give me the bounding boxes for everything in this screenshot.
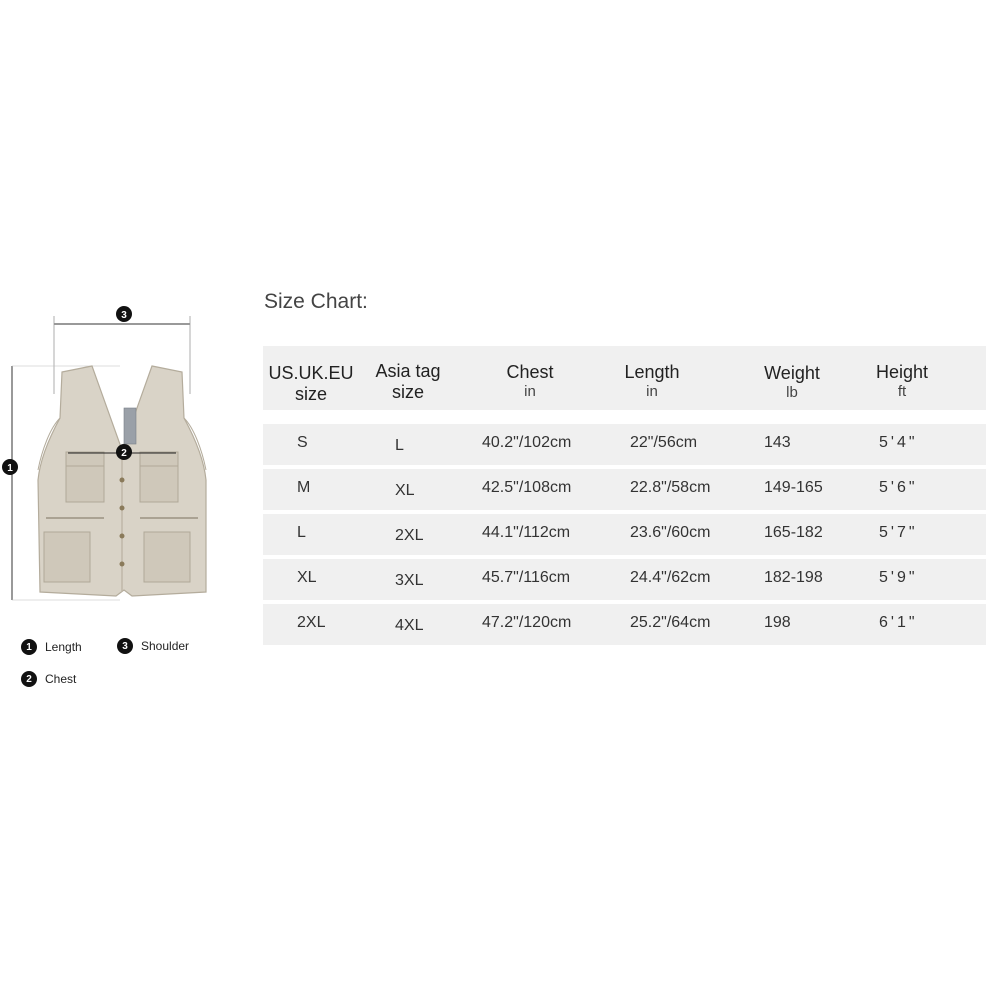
legend-shoulder (117, 638, 189, 654)
header-weight: Weight lb (764, 363, 820, 401)
cell-length: 24.4"/62cm (630, 569, 711, 586)
cell-length: 22"/56cm (630, 434, 698, 451)
cell-height: 6'1" (879, 614, 918, 631)
cell-chest: 44.1"/112cm (482, 524, 571, 541)
cell-length: 25.2"/64cm (630, 614, 711, 631)
table-header-row (263, 346, 986, 410)
header-asia-size: Asia tag size (375, 361, 441, 402)
cell-asia-size: 2XL (395, 527, 424, 544)
legend-label: Length (45, 640, 82, 654)
cell-weight: 149-165 (764, 479, 823, 496)
cell-us-size: L (297, 524, 306, 541)
cell-height: 5'7" (879, 524, 918, 541)
cell-length: 23.6"/60cm (630, 524, 711, 541)
legend-length (21, 639, 82, 655)
cell-us-size: XL (297, 569, 317, 586)
legend-label: Shoulder (141, 639, 190, 653)
legend-label: Chest (45, 672, 77, 686)
cell-chest: 42.5"/108cm (482, 479, 572, 496)
cell-height: 5'4" (879, 434, 918, 451)
size-chart-title: Size Chart: (264, 290, 368, 313)
table-row (263, 559, 986, 600)
size-table (263, 346, 986, 634)
cell-asia-size: L (395, 437, 404, 454)
cell-weight: 198 (764, 614, 791, 631)
cell-asia-size: 4XL (395, 617, 424, 634)
cell-weight: 165-182 (764, 524, 823, 541)
header-us-size: US.UK.EU size (268, 363, 354, 404)
marker-1: 1 (7, 463, 13, 474)
cell-length: 22.8"/58cm (630, 479, 711, 496)
header-length: Length in (624, 362, 680, 400)
cell-us-size: 2XL (297, 614, 326, 631)
cell-weight: 143 (764, 434, 791, 451)
cell-chest: 47.2"/120cm (482, 614, 572, 631)
header-chest: Chest in (506, 362, 554, 400)
cell-chest: 40.2"/102cm (482, 434, 572, 451)
cell-height: 5'9" (879, 569, 918, 586)
cell-weight: 182-198 (764, 569, 823, 586)
legend-number: 2 (21, 671, 37, 687)
marker-2: 2 (121, 448, 127, 459)
legend-chest (21, 671, 76, 687)
cell-us-size: M (297, 479, 311, 496)
table-row (263, 469, 986, 510)
cell-asia-size: 3XL (395, 572, 424, 589)
vest-measurement-figure (0, 300, 230, 700)
cell-asia-size: XL (395, 482, 415, 499)
cell-height: 5'6" (879, 479, 918, 496)
vest-illustration (0, 300, 230, 620)
cell-chest: 45.7"/116cm (482, 569, 571, 586)
table-row (263, 604, 986, 645)
table-row (263, 424, 986, 465)
legend-number: 3 (117, 638, 133, 654)
table-row (263, 514, 986, 555)
cell-us-size: S (297, 434, 308, 451)
header-height: Height ft (875, 362, 929, 400)
legend-number: 1 (21, 639, 37, 655)
marker-3: 3 (121, 310, 127, 321)
